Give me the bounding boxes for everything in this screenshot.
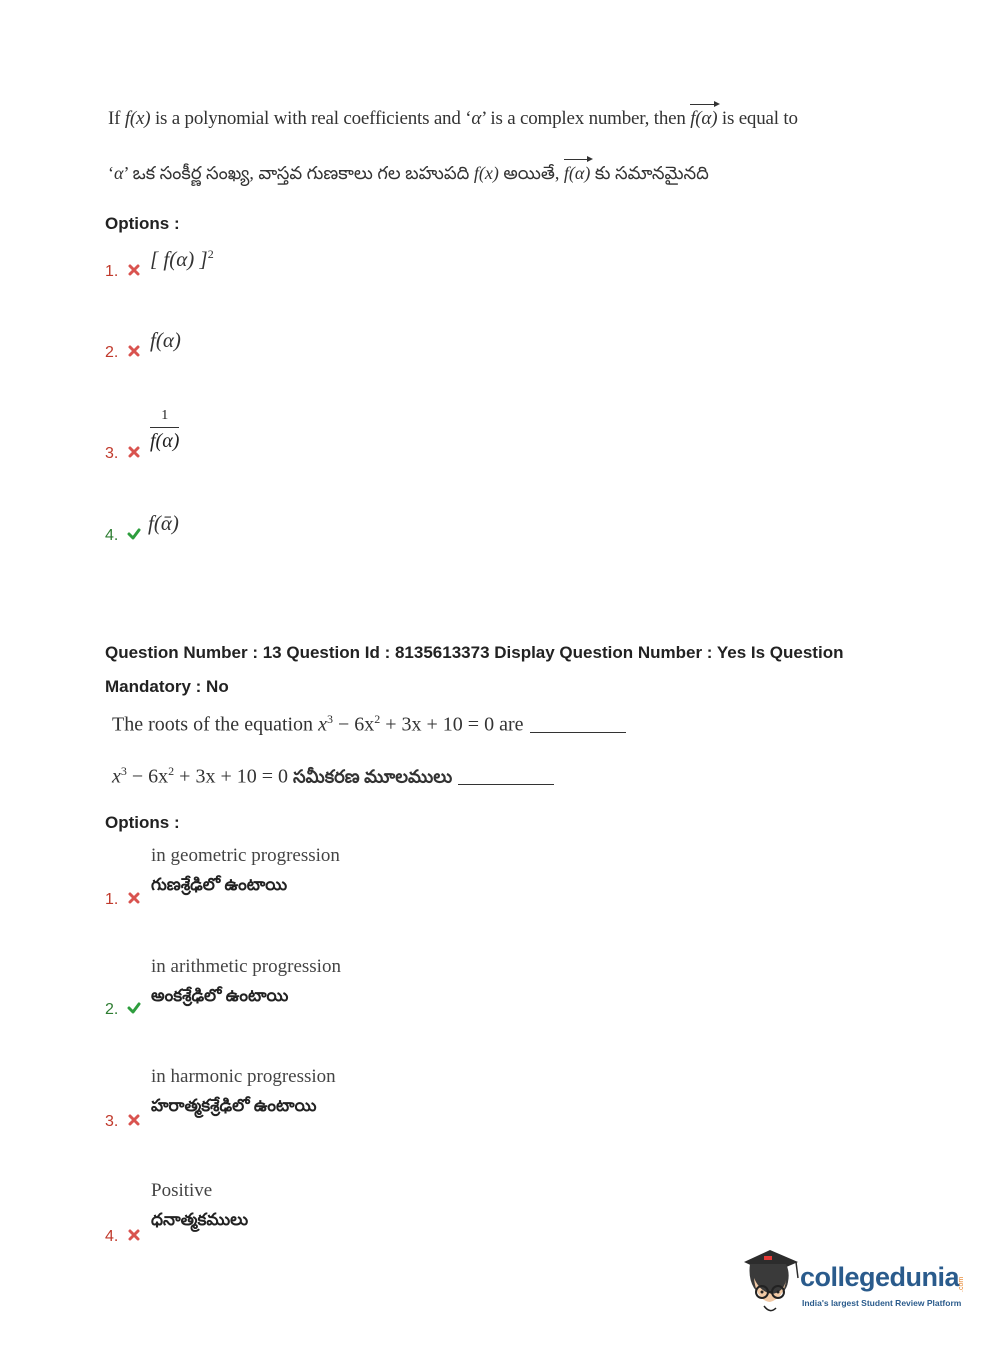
q2-option-2 [105,1001,141,1019]
option-number: 1. [105,263,119,280]
cross-icon [127,1113,141,1127]
q2-option-3 [105,1113,141,1131]
cross-icon [127,1228,141,1242]
q2-meta-line-1: Question Number : 13 Question Id : 8135613373 Display Question Number : Yes Is Question [105,643,844,662]
cross-icon [127,344,141,358]
collegedunia-mascot-icon [740,1248,802,1314]
q1-option-4-math: f(ᾱ) [148,511,179,535]
option-number: 4. [105,527,119,544]
q2-meta-line-2: Mandatory : No [105,677,229,696]
option-number: 2. [105,344,119,361]
q2-option-2-english: in arithmetic progression [151,956,341,977]
check-icon [127,527,141,541]
q1-english-text: If f(x) is a polynomial with real coefficients and ‘α’ is a complex number, then f(α) is equal to [108,108,798,129]
q2-option-1 [105,891,141,909]
option-number: 3. [105,1113,119,1130]
q2-english-text: The roots of the equation $x^3 - 6x^2 + 3x + 10 = 0$ are [112,712,626,737]
q2-option-1-english: in geometric progression [151,845,340,866]
q1-option-1 [105,263,141,281]
cross-icon [127,263,141,277]
q1-option-4 [105,527,141,545]
option-number: 1. [105,891,119,908]
q2-option-2-telugu: అంకశ్రేఢిలో ఉంటాయి [151,986,289,1005]
fraction-numerator: 1 [150,408,179,428]
q2-option-3-telugu: హరాత్మకశ్రేఢిలో ఉంటాయి [151,1096,317,1115]
q1-option-2 [105,344,141,362]
q2-option-1-telugu: గుణశ్రేఢిలో ఉంటాయి [151,875,288,894]
q1-option-3 [105,445,141,463]
q1-option-1-math: [ f(α) ]$^2$ [150,247,214,271]
option-number: 4. [105,1228,119,1245]
cross-icon [127,445,141,459]
q1-option-2-math: f(α) [150,328,181,352]
q2-option-4-telugu: ధనాత్మకములు [151,1210,249,1229]
q1-telugu-text: ‘α’ ఒక సంకీర్ణ సంఖ్య, వాస్తవ గుణకాలు గల బహుపది f(x) అయితే, f(α) కు సమానమైనది [108,163,709,183]
fraction-denominator: f(α) [150,430,180,452]
brand-com: .com [958,1276,965,1292]
answer-blank [530,732,626,733]
option-number: 3. [105,445,119,462]
option-number: 2. [105,1001,119,1018]
q2-option-4-english: Positive [151,1180,213,1201]
q2-options-label: Options : [105,813,180,832]
q2-option-4 [105,1228,141,1246]
q2-telugu-text: $x^3 - 6x^2 + 3x + 10 = 0$ సమీకరణ మూలములు [112,764,554,792]
q1-options-label: Options : [105,214,180,233]
brand-tagline: India's largest Student Review Platform [802,1298,962,1308]
q2-option-3-english: in harmonic progression [151,1066,336,1087]
q1-option-3-math [150,408,179,453]
cross-icon [127,891,141,905]
brand-name: collegedunia [800,1262,960,1292]
answer-blank [458,784,554,785]
check-icon [127,1001,141,1015]
